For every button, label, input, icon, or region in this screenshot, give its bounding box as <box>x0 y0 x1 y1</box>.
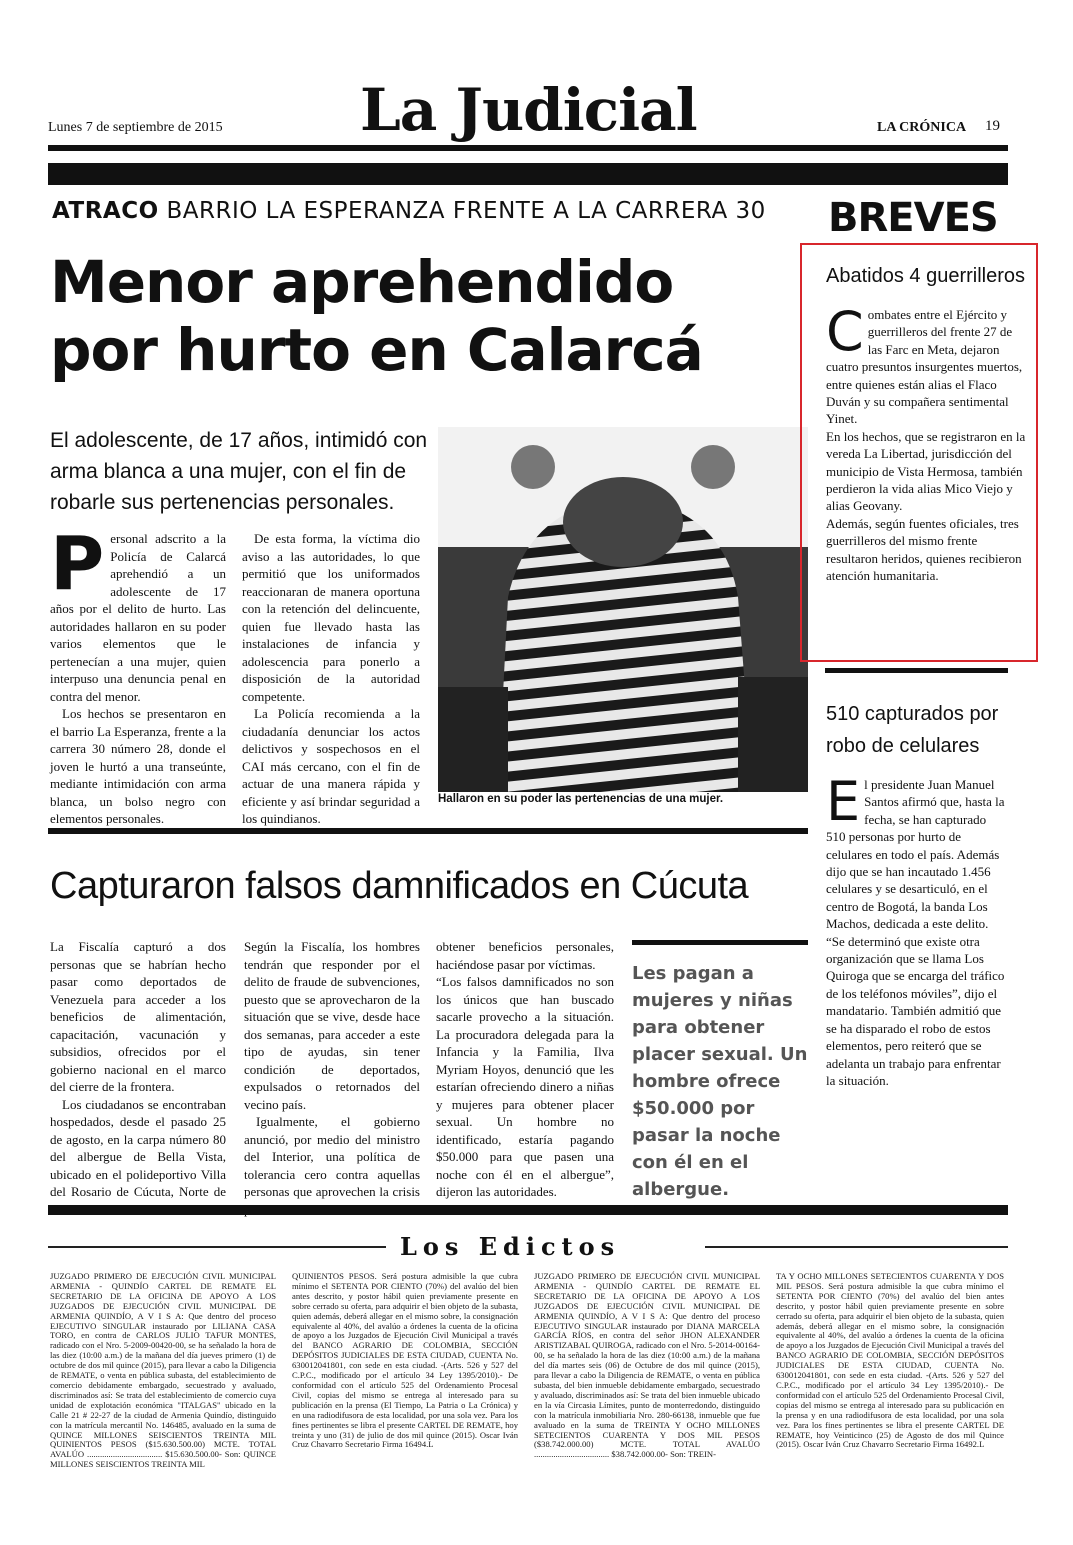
brief-title: 510 capturados por robo de celulares <box>826 703 999 757</box>
edict-column: JUZGADO PRIMERO DE EJECUCIÓN CIVIL MUNICIPAL ARMENIA - QUINDÍO CARTEL DE REMATE EL SECRETARIO DE LA OFICINA DE APOYO A LOS JUZGADOS DE EJECUCIÓN CIVIL MUNICIPAL DE ARMENIA QUINDÍO, A V I S A: Que dentro del proceso EJECUTIVO SINGULAR instaurado por LILIANA CASA TORO, en contra de CARLOS JULIO TAFUR MONTES, radicado con el Nro. 5-2009-00420-00, se ha señalado la hora de las diez (10:00 a.m.) de la mañana del día jueves primero (1) de octubre de dos mil quince (2015), para llevar a cabo la Diligencia de REMATE, o venta en pública subasta, del establecimiento de comercio debidamente embargado, secuestrado y avaluado, discriminados así: Se trata del establecimiento de comercio cuya unidad de explotación económica "ITALGAS" ubicado en la Calle 21 # 22-27 de la ciudad de Armenia Quindío, distinguido con la matrícula mercantil No. 146485, avaluado en la suma de QUINCE MILLONES SEISCIENTOS TREINTA MIL QUINIENTOS PESOS ($15.630.500.00) MCTE. TOTAL AVALÚO ................................... $15.630.500.00- Son: QUINCE MILLONES SEISCIENTOS TREINTA MIL <box>50 1271 276 1470</box>
kicker-tag: ATRACO <box>52 198 159 224</box>
brief-paragraph: ombates entre el Ejército y guerrilleros del frente 27 de las Farc en Meta, dejaron cuatro presuntos insurgentes muertos, entre quienes están alias el Flaco Duván y su compañera sentimental Yinet. <box>826 307 1023 427</box>
header-rule <box>48 145 1008 151</box>
edictos-rule-right <box>705 1246 1008 1248</box>
edict-column: TA Y OCHO MILLONES SETECIENTOS CUARENTA Y DOS MIL PESOS. Será postura admisible la que cubra mínimo el SETENTA POR CIENTO (70%) del avalúo del bien antes descrito, y postor hábil quien previamente presente en sobre cerrado su oferta, para adquirir el bien objeto de la subasta, quien además, deberá allegar en el mismo sobre, la consignación equivalente al 40%, del avalúo a órdenes la cuenta de la oficina de apoyo a los Juzgados de Ejecución Civil Municipal a través del BANCO AGRARIO DE COLOMBIA, SECCIÓN DEPÓSITOS JUDICIALES DE ESTA CIUDAD, CUENTA No. 630012041801, con sede en esta ciudad. -(Arts. 526 y 527 del C.P.C., modificado por el artículo 34 Ley 1395/2010).- De conformidad con el artículo 525 del Ordenamiento Procesal Civil, copias del mismo se entrega al interesado para su publicación en la prensa y en una radiodifusora de esta localidad, por una sola vez. Para los fines pertinentes se libra el presente CARTEL DE REMATE, hoy Veinticinco (25) de Agosto de dos mil Quince (2015). Oscar Iván Cruz Chavarro Secretario Firma 16492.L <box>776 1271 1004 1450</box>
lead-paragraph: ersonal adscrito a la Policía de Calarcá aprehendió a un adolescente de 17 años por el delito de hurto. Las autoridades hallaron en su poder varios elementos que le pertenecían a una mujer, quien interpuso una denuncia penal en contra del menor. <box>50 531 226 704</box>
edictos-band <box>48 1205 1008 1215</box>
brief-body <box>826 770 1006 1089</box>
page-date: Lunes 7 de septiembre de 2015 <box>48 120 223 135</box>
kicker-text: BARRIO LA ESPERANZA FRENTE A LA CARRERA 30 <box>158 198 766 224</box>
lead-headline: Menor aprehendido por hurto en Calarcá <box>50 248 703 384</box>
brief-paragraph: l presidente Juan Manuel Santos afirmó que, hasta la fecha, se han capturado 510 personas por hurto de celulares en todo el país. Además dijo que se han incautado 1.456 celulares y se desarticuló, en el centro de Bogotá, la banda Los Machos, dedicada a este delito. <box>826 777 1005 932</box>
pull-quote: Les pagan a mujeres y niñas para obtener placer sexual. Un hombre ofrece $50.000 por pasar la noche con él en el albergue. <box>632 963 808 1200</box>
second-paragraph: Según la Fiscalía, los hombres tendrán que responder por el delito de fraude de subvenciones, puesto que se aprovecharon de la situación que se vive, desde hace dos semanas, para acceder a este tipo de ayudas, sin tener condición de deportados, expulsados o retornados del vecino país. <box>244 939 420 1112</box>
brief-paragraph: Además, según fuentes oficiales, tres guerrilleros del mismo frente resultaron heridos, quienes recibieron atención humanitaria. <box>826 515 1022 584</box>
second-column-2 <box>244 938 420 1218</box>
edictos-title: Los Edictos <box>400 1232 621 1261</box>
header-band <box>48 163 1008 185</box>
story-kicker <box>52 198 766 224</box>
second-headline: Capturaron falsos damnificados en Cúcuta <box>50 865 749 907</box>
photo-illustration <box>438 427 808 792</box>
brief-dropcap: C <box>826 300 864 363</box>
photo-caption: Hallaron en su poder las pertenencias de una mujer. <box>438 793 724 805</box>
brief-paragraph: “Se determinó que existe otra organización que se llama Los Quiroga que se encarga del tráfico de los teléfonos móviles”, dijo el mandatario. También admitió que se ha disparado el robo de estos elementos, pero reiteró que se adelanta un trabajo para enfrentar la situación. <box>826 933 1005 1088</box>
second-paragraph: “Los falsos damnificados no son los únicos que han buscado sacarle provecho a la situación. La procuradora delegada para la Infancia y la Familia, Ilva Myriam Hoyos, denunció que les estarían ofreciendo dinero a niñas y mujeres para obtener placer sexual. Un hombre no identificado, estaría pagando $50.000 para que pasen una noche con él en el albergue”, dijeron las autoridades. <box>436 974 614 1199</box>
second-paragraph: obtener beneficios personales, haciéndose pasar por víctimas. <box>436 939 614 972</box>
brief-abatidos <box>826 260 1026 585</box>
story-divider <box>48 828 808 834</box>
edict-column: JUZGADO PRIMERO DE EJECUCIÓN CIVIL MUNICIPAL ARMENIA - QUINDÍO CARTEL DE REMATE EL SECRETARIO DE LA OFICINA DE APOYO A LOS JUZGADOS DE EJECUCIÓN CIVIL MUNICIPAL DE ARMENIA QUINDÍO, A V I S A: Que dentro del proceso EJECUTIVO SINGULAR instaurado por DIANA MARCELA GARCÍA RÍOS, en contra del señor JHON ALEXANDER ARISTIZABAL QUIROGA, radicado con el Nro. 5-2014-00164-00, se ha señalado la hora de las diez (10:00 a.m.) de la mañana del día martes seis (06) de Octubre de dos mil quince (2015), para llevar a cabo la Diligencia de REMATE, o venta en pública subasta, del bien inmueble debidamente embargado, secuestrado y avaluado, discriminados así: Se trata del bien inmueble ubicado en la vía Circasia Límites, punto de monterredondo, distinguido con la matrícula inmobiliaria Nro. 280-66138, inmueble que fue avaluado en la suma de TREINTA Y OCHO MILLONES SETECIENTOS CUARENTA Y DOS MIL PESOS ($38.742.000.00) MCTE. TOTAL AVALÚO ................................... $38.742.000.00- Son: TREIN- <box>534 1271 760 1460</box>
lead-dropcap: P <box>50 521 105 607</box>
pull-quote-rule <box>632 940 808 945</box>
brief-celulares <box>826 698 1006 1089</box>
section-title: La Judicial <box>360 76 697 144</box>
brief-dropcap: E <box>826 770 861 833</box>
second-column-3 <box>436 938 614 1201</box>
lead-column-1 <box>50 521 226 828</box>
lead-paragraph: De esta forma, la víctima dio aviso a las autoridades, lo que permitió que los uniformados reaccionaran de manera oportuna con la retención del delincuente, quien fue llevado hasta las instalaciones de infancia y adolescencia para ponerlo a disposición de la autoridad competente. <box>242 531 420 704</box>
lead-deck: El adolescente, de 17 años, intimidó con arma blanca a una mujer, con el fin de robarle sus pertenencias personales. <box>50 429 428 514</box>
lead-paragraph: Los hechos se presentaron en el barrio La Esperanza, frente a la carrera 30 número 28, donde el joven le hurtó a una transeúnte, mediante intimidación con arma blanca, un bolso negro con elementos personales. <box>50 706 226 826</box>
page-number: 19 <box>985 118 1000 134</box>
breves-divider <box>825 668 1008 673</box>
brief-body <box>826 300 1026 585</box>
publication-name: LA CRÓNICA <box>877 120 967 135</box>
edictos-rule-left <box>48 1246 386 1248</box>
brief-paragraph: En los hechos, que se registraron en la vereda La Libertad, jurisdicción del municipio de Vista Hermosa, también perdieron la vida alias Mico Viejo y alias Geovany. <box>826 428 1026 514</box>
second-paragraph: Los ciudadanos se encontraban hospedados, desde el pasado 25 de agosto, en la carpa número 80 del albergue de Bella Vista, ubicado en el polideportivo Villa del Rosario de Cúcuta, Norte de <box>50 1096 226 1199</box>
brief-title: Abatidos 4 guerrilleros <box>826 265 1025 287</box>
edict-column: QUINIENTOS PESOS. Será postura admisible la que cubra mínimo el SETENTA POR CIENTO (70%) del avalúo del bien antes descrito, y postor hábil quien previamente presente en sobre cerrado su oferta, para adquirir el bien objeto de la subasta, quien además, deberá allegar en el mismo sobre, la consignación equivalente al 40%, del avalúo a órdenes la cuenta de la oficina de apoyo a los Juzgados de Ejecución Civil Municipal a través del BANCO AGRARIO DE COLOMBIA, SECCIÓN DEPÓSITOS JUDICIALES DE ESTA CIUDAD, CUENTA No. 630012041801, con sede en esta ciudad. -(Arts. 526 y 527 del C.P.C., modificado por el artículo 34 Ley 1395/2010).- De conformidad con el artículo 525 del Ordenamiento Procesal Civil, copias del mismo se entrega al interesado para su publicación en la prensa (El Tiempo, La Patria o La Crónica) y en una radiodifusora de esta localidad, por una sola vez. Para los fines pertinentes se libra el presente CARTEL DE REMATE, hoy treinta y uno (31) de julio de dos mil quince (2015). Oscar Iván Cruz Chavarro Secretario Firma 16494.L <box>292 1271 518 1450</box>
second-paragraph: Igualmente, el gobierno anunció, por medio del ministro del Interior, una política de tolerancia cero contra aquellas personas que aprovechen la crisis <box>244 1114 420 1199</box>
second-column-1 <box>50 938 226 1218</box>
second-paragraph: La Fiscalía capturó a dos personas que se habrían hecho pasar como deportados de Venezuela para acceder a los beneficios de alimentación, capacitación, vacunación y subsidios, ofrecidos por el gobierno nacional en el marco del cierre de la frontera. <box>50 939 226 1094</box>
lead-photo <box>438 427 808 792</box>
lead-column-2 <box>242 530 420 828</box>
lead-paragraph: La Policía recomienda a la ciudadanía denunciar los actos delictivos y sospechosos en el CAI más cercano, con el fin de actuar de una manera rápida y eficiente y así brindar seguridad a los quindianos. <box>242 706 420 826</box>
breves-title: BREVES <box>828 195 998 241</box>
